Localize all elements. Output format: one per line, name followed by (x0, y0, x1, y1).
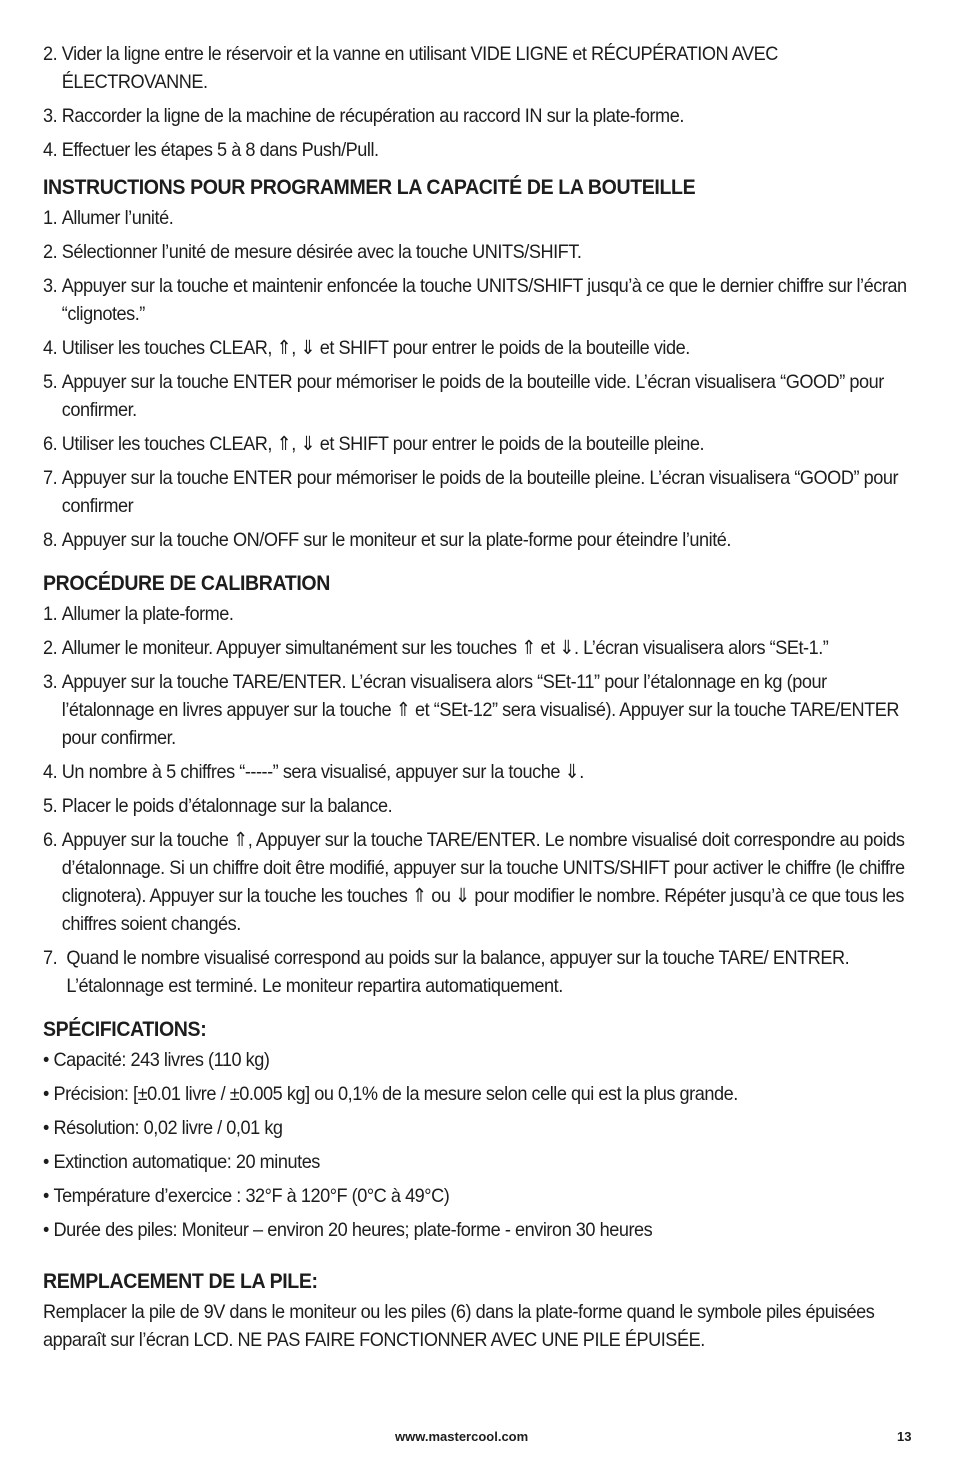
list-item: 2. Vider la ligne entre le réservoir et la vanne en utilisant VIDE LIGNE et RÉCUPÉRATION AVEC ÉLECTROVANNE. (43, 43, 778, 93)
list-item: 5. Appuyer sur la touche ENTER pour mémoriser le poids de la bouteille vide. L’écran visualisera “GOOD” pour confirmer. (43, 371, 884, 421)
section-heading-calibration: PROCÉDURE DE CALIBRATION (43, 572, 330, 595)
list-item: • Capacité: 243 livres (110 kg) (43, 1049, 270, 1071)
list-top (43, 40, 912, 164)
list-item: • Extinction automatique: 20 minutes (43, 1151, 320, 1173)
list-item: 3. Raccorder la ligne de la machine de récupération au raccord IN sur la plate-forme. (43, 105, 684, 127)
section-heading-bottle: INSTRUCTIONS POUR PROGRAMMER LA CAPACITÉ DE LA BOUTEILLE (43, 176, 696, 199)
page-number: 13 (897, 1429, 912, 1444)
list-item: 5. Placer le poids d’étalonnage sur la balance. (43, 795, 393, 817)
section-heading-battery: REMPLACEMENT DE LA PILE: (43, 1270, 318, 1293)
list-item: • Précision: [±0.01 livre / ±0.005 kg] ou 0,1% de la mesure selon celle qui est la plus grande. (43, 1083, 738, 1105)
list-item: • Température d’exercice : 32°F à 120°F (0°C à 49°C) (43, 1185, 450, 1207)
list-calibration (43, 600, 912, 1000)
list-item: • Durée des piles: Moniteur – environ 20 heures; plate-forme - environ 30 heures (43, 1219, 653, 1241)
list-item: 7. Appuyer sur la touche ENTER pour mémoriser le poids de la bouteille pleine. L’écran visualisera “GOOD” pour confirmer (43, 467, 899, 517)
list-item: 6. Appuyer sur la touche ⇑, Appuyer sur la touche TARE/ENTER. Le nombre visualisé doit correspondre au poids d’étalonnage. Si un chiffre doit être modifié, appuyer sur la touche UNITS/SHIFT pour activer le chiffre (le chiffre clignotera). Appuyer sur la touche les touches ⇑ ou ⇓ pour modifier le nombre. Répéter jusqu’à ce que tous les chiffres soient changés. (43, 829, 905, 935)
list-specs (43, 1046, 912, 1244)
list-item: 4. Utiliser les touches CLEAR, ⇑, ⇓ et SHIFT pour entrer le poids de la bouteille vide. (43, 337, 690, 359)
list-item: • Résolution: 0,02 livre / 0,01 kg (43, 1117, 283, 1139)
list-item: 3. Appuyer sur la touche TARE/ENTER. L’écran visualisera alors “SEt-11” pour l’étalonnage en kg (pour l’étalonnage en livres appuyer sur la touche ⇑ et “SEt-12” sera visualisé). Appuyer sur la touche TARE/ENTER pour confirmer. (43, 671, 900, 749)
footer-url: www.mastercool.com (395, 1429, 529, 1444)
list-item: 2. Sélectionner l’unité de mesure désirée avec la touche UNITS/SHIFT. (43, 241, 582, 263)
list-item: 3. Appuyer sur la touche et maintenir enfoncée la touche UNITS/SHIFT jusqu’à ce que le dernier chiffre sur l’écran “clignotes.” (43, 275, 907, 325)
list-item: 1. Allumer la plate-forme. (43, 603, 234, 625)
list-item: 4. Effectuer les étapes 5 à 8 dans Push/Pull. (43, 139, 379, 161)
list-item: 7. Quand le nombre visualisé correspond au poids sur la balance, appuyer sur la touche TARE/ ENTRER. L’étalonnage est terminé. Le moniteur repartira automatiquement. (43, 947, 850, 997)
list-bottle (43, 204, 912, 554)
battery-paragraph: Remplacer la pile de 9V dans le moniteur ou les piles (6) dans la plate-forme quand le symbole piles épuisées apparaît sur l’écran LCD. NE PAS FAIRE FONCTIONNER AVEC UNE PILE ÉPUISÉE. (43, 1301, 875, 1351)
list-item: 1. Allumer l’unité. (43, 207, 174, 229)
list-item: 6. Utiliser les touches CLEAR, ⇑, ⇓ et SHIFT pour entrer le poids de la bouteille pleine. (43, 433, 705, 455)
list-item: 4. Un nombre à 5 chiffres “-----” sera visualisé, appuyer sur la touche ⇓. (43, 761, 584, 783)
section-heading-specs: SPÉCIFICATIONS: (43, 1018, 207, 1041)
list-item: 2. Allumer le moniteur. Appuyer simultanément sur les touches ⇑ et ⇓. L’écran visualisera alors “SEt-1.” (43, 637, 829, 659)
manual-page (43, 40, 912, 1354)
list-item: 8. Appuyer sur la touche ON/OFF sur le moniteur et sur la plate-forme pour éteindre l’unité. (43, 529, 732, 551)
